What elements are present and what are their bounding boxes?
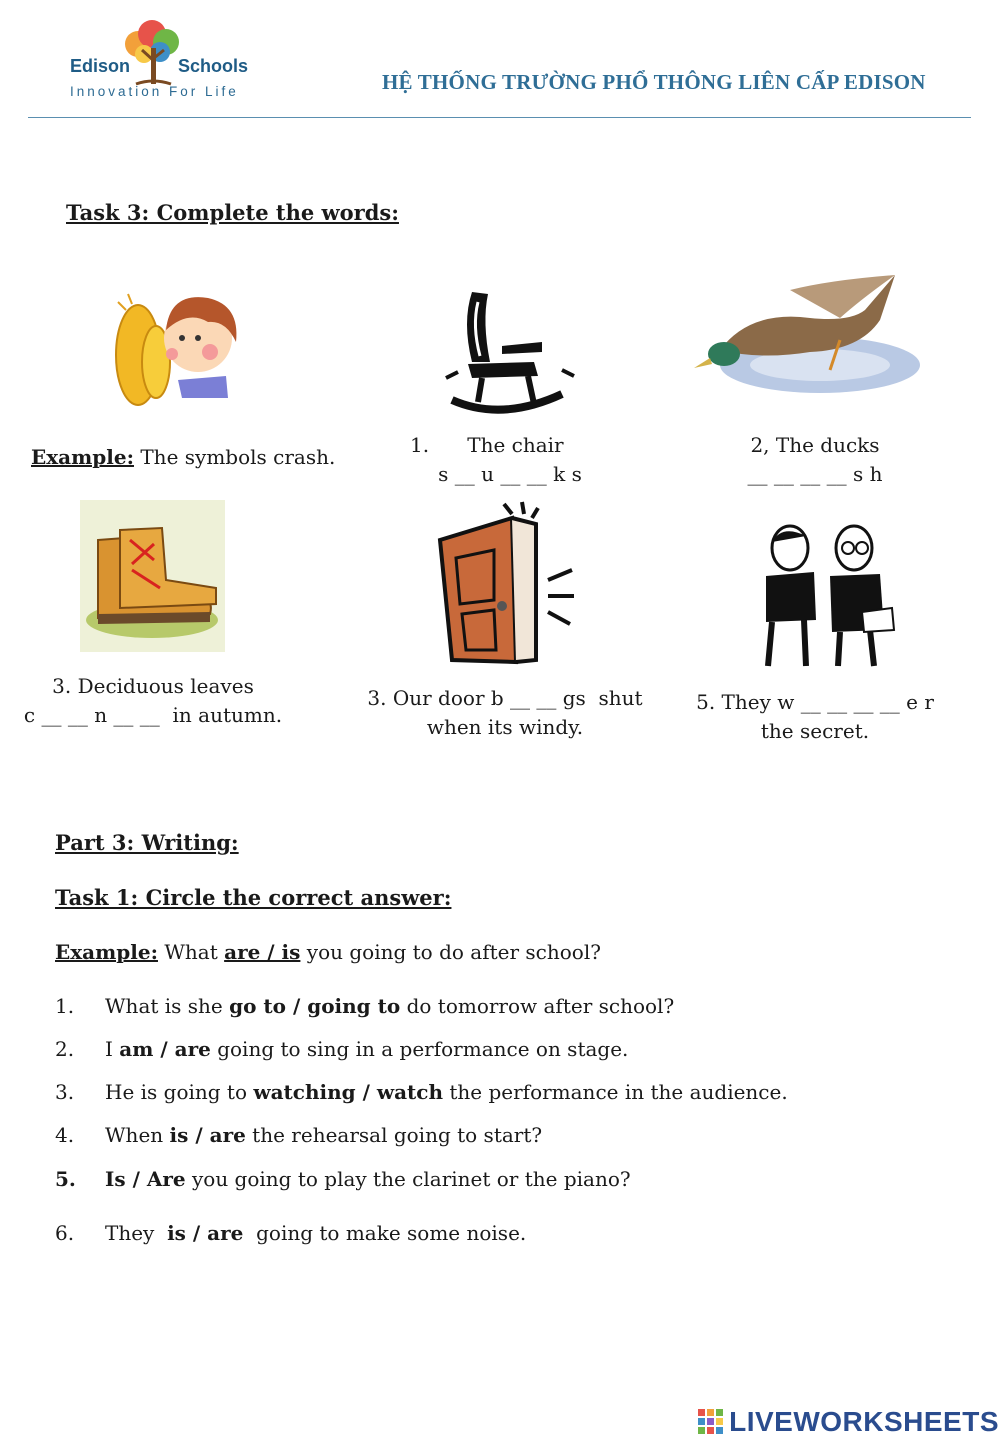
question-number: 5. <box>55 1167 76 1191</box>
question-row <box>55 1037 628 1061</box>
example-text: The symbols crash. <box>133 445 336 469</box>
whisper-men-image <box>752 520 902 670</box>
item1-line2: s __ u __ __ k s <box>438 462 582 486</box>
boots-image <box>80 500 225 652</box>
liveworksheets-logo <box>698 1406 999 1442</box>
item4-line1: 3. Our door b __ __ gs shut <box>367 686 643 710</box>
logo-name-left: Edison <box>70 56 131 76</box>
liveworksheets-icon <box>698 1407 724 1437</box>
answer-choice[interactable]: go to / going to <box>229 994 401 1018</box>
task3-item-3 <box>15 672 291 730</box>
question-number: 2. <box>55 1037 75 1061</box>
liveworksheets-brand: LIVEWORKSHEETS <box>729 1406 1000 1437</box>
header-divider <box>28 117 971 118</box>
part3-heading: Part 3: Writing: <box>55 830 239 855</box>
item2-line1: 2, The ducks <box>750 433 880 457</box>
door-image <box>432 500 582 668</box>
question-pre: When <box>105 1123 170 1147</box>
item3-line1: 3. Deciduous leaves <box>52 674 254 698</box>
question-row <box>55 1123 542 1147</box>
task3-item-5 <box>690 688 940 746</box>
question-pre: What is she <box>105 994 230 1018</box>
question-number: 4. <box>55 1123 75 1147</box>
question-post: the rehearsal going to start? <box>245 1123 543 1147</box>
question-post: the performance in the audience. <box>443 1080 788 1104</box>
answer-choice[interactable]: Is / Are <box>105 1167 186 1191</box>
question-pre: I <box>105 1037 120 1061</box>
item5-line1: 5. They w __ __ __ __ e r <box>696 690 934 714</box>
part3-example-pre: What <box>157 940 225 964</box>
logo-tagline: Innovation For Life <box>70 84 239 99</box>
rocking-chair-image <box>442 282 582 422</box>
question-post: do tomorrow after school? <box>400 994 675 1018</box>
duck-image <box>690 270 925 400</box>
edison-logo <box>66 12 256 102</box>
question-number: 6. <box>55 1221 75 1245</box>
question-pre: He is going to <box>105 1080 254 1104</box>
question-post: going to sing in a performance on stage. <box>210 1037 629 1061</box>
question-number: 3. <box>55 1080 75 1104</box>
part3-example-label: Example: <box>55 940 158 964</box>
item2-line2: __ __ __ __ s h <box>747 462 883 486</box>
question-row <box>55 994 674 1018</box>
question-row <box>55 1080 788 1104</box>
question-number: 1. <box>55 994 75 1018</box>
answer-choice[interactable]: watching / watch <box>253 1080 443 1104</box>
answer-choice[interactable]: is / are <box>169 1123 246 1147</box>
school-title: HỆ THỐNG TRƯỜNG PHỔ THÔNG LIÊN CẤP EDISON <box>382 70 926 94</box>
question-post: going to make some noise. <box>243 1221 527 1245</box>
answer-choice[interactable]: is / are <box>167 1221 244 1245</box>
task3-item-1 <box>380 431 640 489</box>
question-row <box>55 1221 526 1245</box>
question-pre: They <box>105 1221 168 1245</box>
task3-item-4 <box>355 684 655 742</box>
task1-heading: Task 1: Circle the correct answer: <box>55 885 452 910</box>
item1-line1: 1. The chair <box>410 433 564 457</box>
item3-line2: c __ __ n __ __ in autumn. <box>23 703 283 727</box>
task3-example <box>31 443 335 472</box>
item4-line2: when its windy. <box>426 715 584 739</box>
question-row <box>55 1167 631 1191</box>
boy-cymbals-image <box>108 280 243 420</box>
question-post: you going to play the clarinet or the piano? <box>185 1167 631 1191</box>
example-label: Example: <box>31 445 134 469</box>
logo-name-right: Schools <box>178 56 249 76</box>
item5-line2: the secret. <box>760 719 870 743</box>
part3-example-choice[interactable]: are / is <box>224 940 301 964</box>
answer-choice[interactable]: am / are <box>119 1037 211 1061</box>
task3-item-2 <box>690 431 940 489</box>
part3-example <box>55 938 601 967</box>
part3-example-post: you going to do after school? <box>300 940 601 964</box>
task3-heading: Task 3: Complete the words: <box>66 200 399 225</box>
